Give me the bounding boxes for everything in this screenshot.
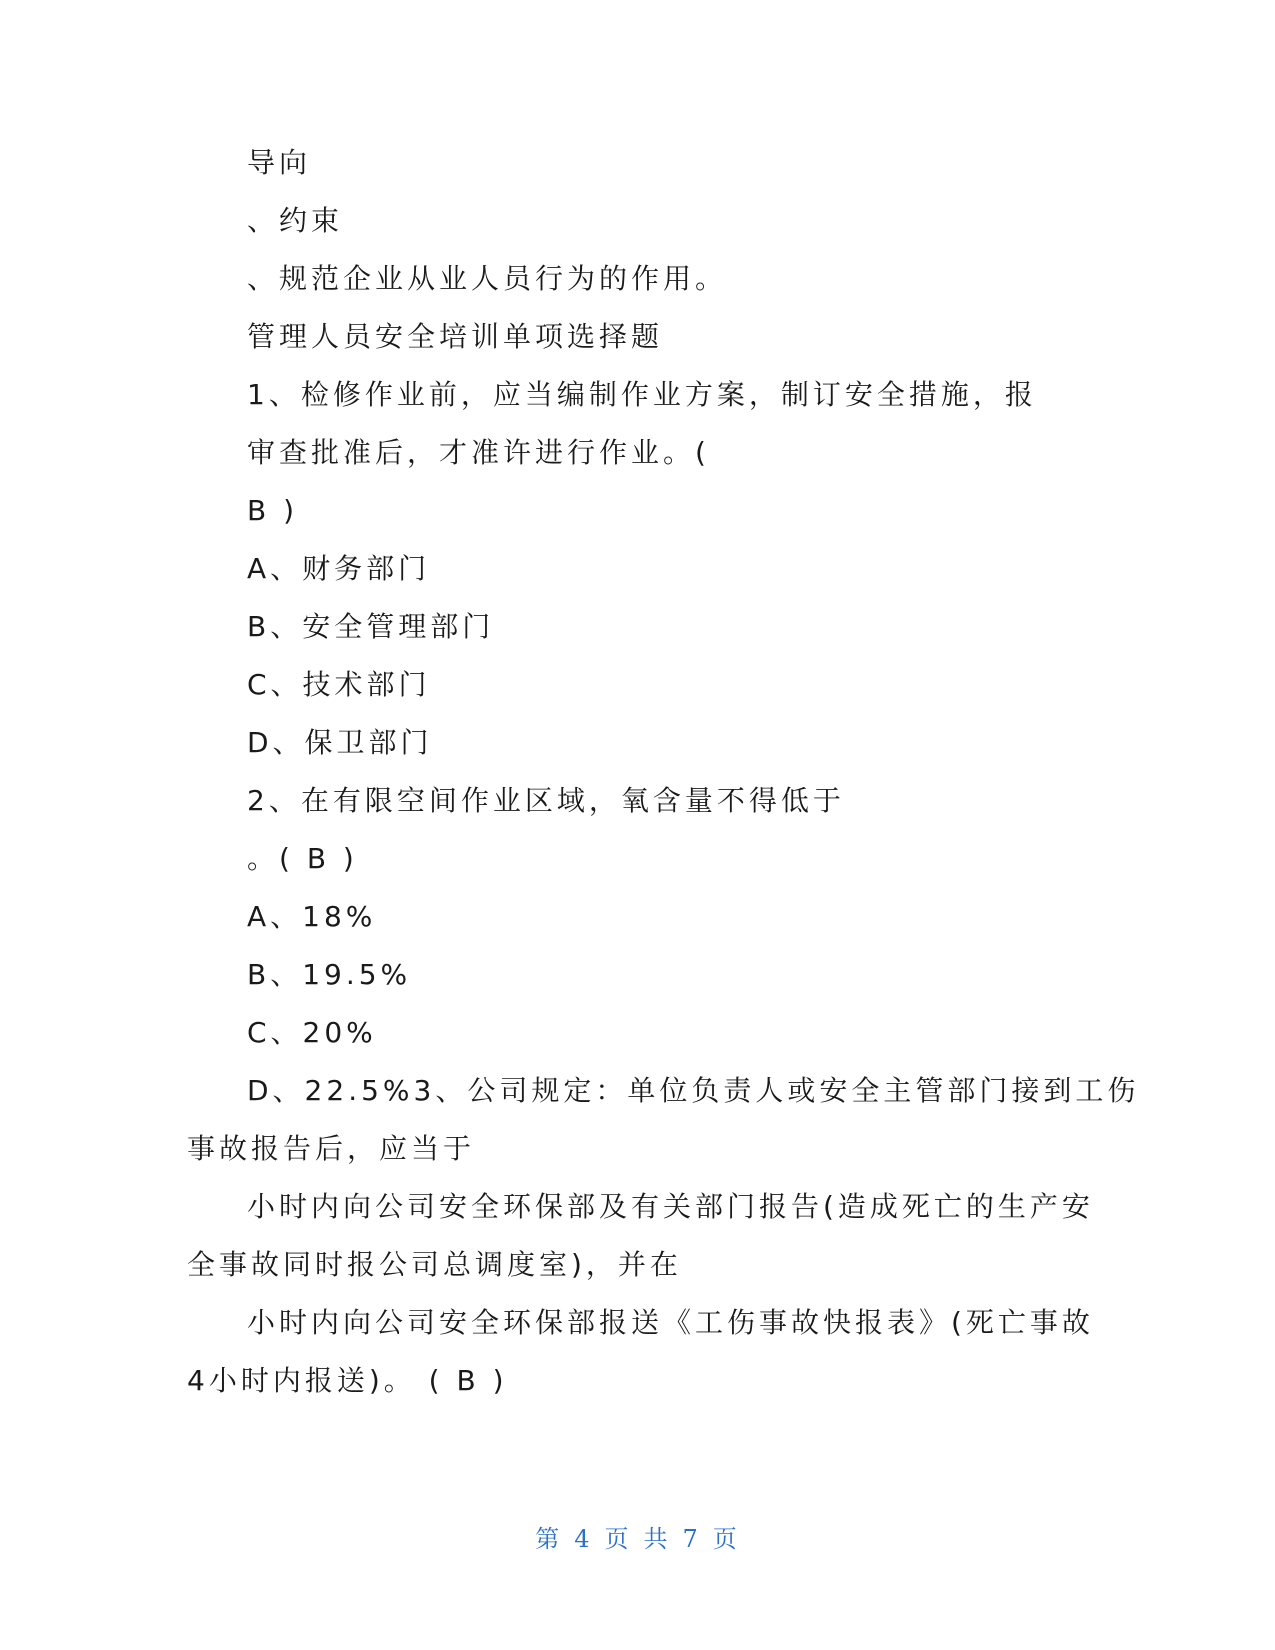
answer-text: 4小时内报送)。 ( B ) xyxy=(187,1364,508,1397)
option-text: B、19.5% xyxy=(247,958,412,991)
option-text: A、18% xyxy=(247,900,377,933)
text-line: 、规范企业从业人员行为的作用。 xyxy=(247,262,728,295)
question-text: 1、检修作业前，应当编制作业方案，制订安全措施，报 xyxy=(247,378,1037,411)
question-text: 全事故同时报公司总调度室)，并在 xyxy=(187,1248,682,1281)
answer-text: 。( B ) xyxy=(247,842,358,875)
option-text: D、22.5%3、公司规定：单位负责人或安全主管部门接到工伤 xyxy=(247,1074,1140,1107)
option-text: B、安全管理部门 xyxy=(247,610,495,643)
question-text: 事故报告后，应当于 xyxy=(187,1132,476,1165)
text-line: 导向 xyxy=(247,146,312,179)
text-line: 、约束 xyxy=(247,204,344,237)
option-text: A、财务部门 xyxy=(247,552,431,585)
option-text: C、20% xyxy=(247,1016,377,1049)
page-label-prefix: 第 xyxy=(535,1525,563,1553)
page-label-mid: 页 xyxy=(604,1525,632,1553)
question-text: 小时内向公司安全环保部报送《工伤事故快报表》(死亡事故 xyxy=(247,1306,1094,1339)
total-pages-number: 7 xyxy=(682,1525,701,1553)
current-page-number: 4 xyxy=(574,1525,593,1553)
question-text: 小时内向公司安全环保部及有关部门报告(造成死亡的生产安 xyxy=(247,1190,1094,1223)
section-heading: 管理人员安全培训单项选择题 xyxy=(247,320,664,353)
total-label: 共 xyxy=(643,1525,671,1553)
option-text: C、技术部门 xyxy=(247,668,431,701)
question-text: 审查批准后，才准许进行作业。( xyxy=(247,436,710,469)
page-footer xyxy=(0,1523,1275,1555)
answer-text: B ) xyxy=(247,494,299,527)
option-text: D、保卫部门 xyxy=(247,726,433,759)
page-label-suffix: 页 xyxy=(712,1525,740,1553)
question-text: 2、在有限空间作业区域，氧含量不得低于 xyxy=(247,784,845,817)
